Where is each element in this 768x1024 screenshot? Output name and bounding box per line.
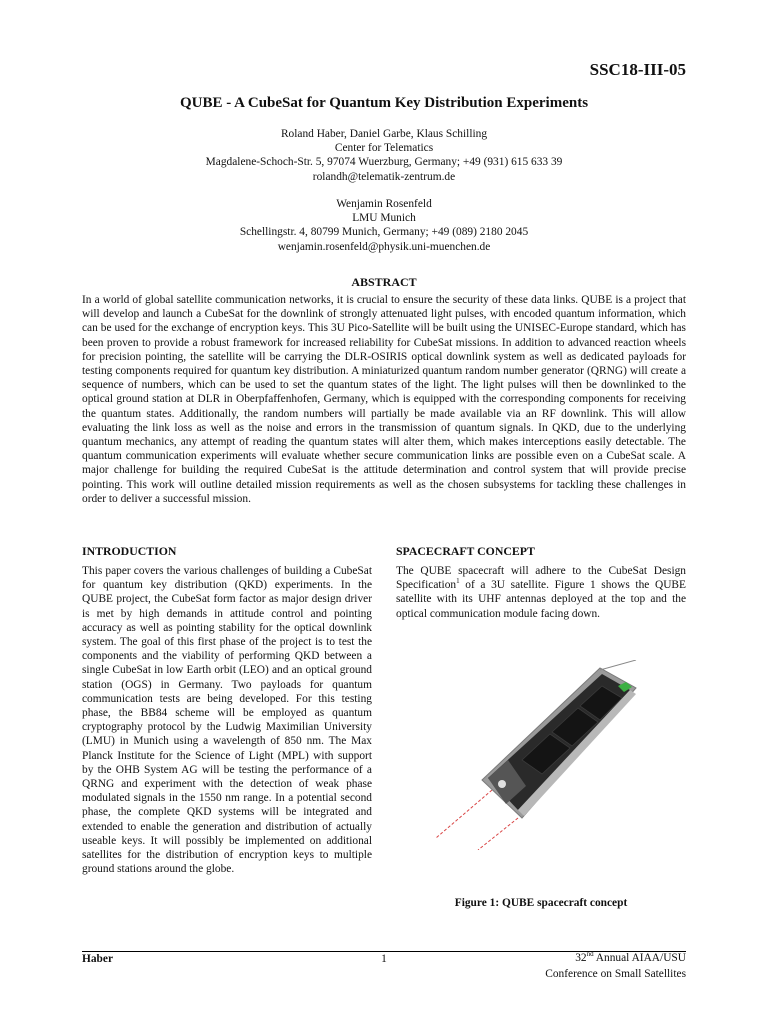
venue-ordinal: nd bbox=[586, 950, 594, 959]
author-names: Roland Haber, Daniel Garbe, Klaus Schilling bbox=[280, 128, 488, 140]
author-address: Schellingstr. 4, 80799 Munich, Germany; +49 (089) 2180 2045 bbox=[239, 226, 529, 239]
optical-lens bbox=[498, 780, 506, 788]
figure-caption: Figure 1: QUBE spacecraft concept bbox=[454, 897, 628, 909]
abstract-heading: ABSTRACT bbox=[351, 275, 417, 289]
author-address: Magdalene-Schoch-Str. 5, 97074 Wuerzburg, Germany; +49 (931) 615 633 39 bbox=[205, 156, 563, 169]
author-affiliation: LMU Munich bbox=[352, 212, 416, 225]
footer-author: Haber bbox=[82, 953, 114, 965]
paper-id: SSC18-III-05 bbox=[589, 60, 686, 79]
author-block-2 bbox=[0, 197, 768, 254]
reference-marker: 1 bbox=[456, 577, 460, 586]
laser-beam-right bbox=[478, 818, 518, 850]
spacecraft-concept-text bbox=[396, 564, 686, 621]
venue-line-1 bbox=[545, 950, 686, 966]
abstract-text: In a world of global satellite communication networks, it is crucial to ensure the security of these data links. QUBE is a project that will develop and launch a CubeSat for the downlink of strongly attenuated light pulses, with encoded quantum information, which can be used for the exchange of encryption keys. This 3U Pico-Satellite will be built using the UNISEC-Europe standard, which has been proven to provide a robust framework for increased reliability for CubeSat missions. In addition to advanced reaction wheels for precision pointing, the satellite will be carrying the DLR-OSIRIS optical downlink system as well as dedicated payloads for testing components required for quantum key distribution. A miniaturized quantum random number generator (QRNG) will create a sequence of numbers, which can be used to set the quantum states of the light. The light pulses will then be downlinked to the optical ground station at DLR in Oberpfaffenhofen, Germany, which is equipped with the corresponding components for receiving the quantum states. Additionally, the random numbers will partially be made available via an RF downlink. This will allow evaluating the link loss as well as the noise and errors in the transmission of quantum signals. In QKD, due to the underlying quantum mechanics, any attempt of reading the quantum states will alter them, which makes interceptions easily detectable. The quantum communication experiments will evaluate whether secure communication links are possible even on a CubeSat scale. A major challenge for building the required CubeSat is the attitude determination and control system that will provide precise pointing. This work will outline detailed mission requirements as well as the chosen subsystems for tackling these challenges in order to deliver a successful mission. bbox=[82, 294, 686, 505]
footer-venue bbox=[545, 950, 686, 982]
laser-beam-left bbox=[436, 790, 492, 838]
uhf-antenna bbox=[600, 660, 636, 670]
concept-text-part-1: The QUBE spacecraft will adhere to the CubeSat Design Specification bbox=[396, 565, 686, 592]
introduction-heading: INTRODUCTION bbox=[82, 544, 177, 558]
introduction-text: This paper covers the various challenges of building a CubeSat for quantum key distribution (QKD) experiments. In the QUBE project, the CubeSat form factor as major design driver is met by high demands in attitude control and pointing accuracy as well as pointing stability for the optical downlink system. The goal of this first phase of the project is to test the components and the viability of performing QKD between a single CubeSat in low Earth orbit (LEO) and an optical ground station (OGS) in Germany. Two payloads for quantum communication tests are being developed. For this testing phase, the BB84 scheme will be employed as quantum cryptography protocol by the Ludwig Maximilian University (LMU) in Munich using a wavelength of 850 nm. The Max Planck Institute for the Science of Light (MPL) with support by the OHB System AG will be testing the performance of a QRNG and experiment with the detection of weak phase modulated signals in the 1550 nm range. In a potential second phase, the complete QKD systems will be integrated and extended to enable the generation and distribution of actually useable keys. It will possibly be implemented on additional satellites for the distribution of encryption keys to multiple ground stations around the globe. bbox=[82, 565, 372, 876]
venue-name: Annual AIAA/USU bbox=[593, 952, 686, 964]
venue-line-2: Conference on Small Satellites bbox=[545, 968, 686, 980]
author-email: rolandh@telematik-zentrum.de bbox=[312, 170, 456, 183]
author-block-1 bbox=[0, 127, 768, 184]
page-number: 1 bbox=[381, 953, 387, 965]
author-names: Wenjamin Rosenfeld bbox=[336, 198, 432, 210]
author-affiliation: Center for Telematics bbox=[334, 142, 434, 155]
paper-title: QUBE - A CubeSat for Quantum Key Distribution Experiments bbox=[179, 95, 589, 111]
spacecraft-concept-heading: SPACECRAFT CONCEPT bbox=[396, 544, 535, 558]
venue-number: 32 bbox=[575, 952, 587, 964]
concept-text-part-2: of a 3U satellite. Figure 1 shows the QUBE satellite with its UHF antennas deployed at the top and the optical communication module facing down. bbox=[396, 579, 686, 620]
cubesat-figure-image bbox=[430, 660, 660, 850]
author-email: wenjamin.rosenfeld@physik.uni-muenchen.de bbox=[277, 240, 491, 253]
